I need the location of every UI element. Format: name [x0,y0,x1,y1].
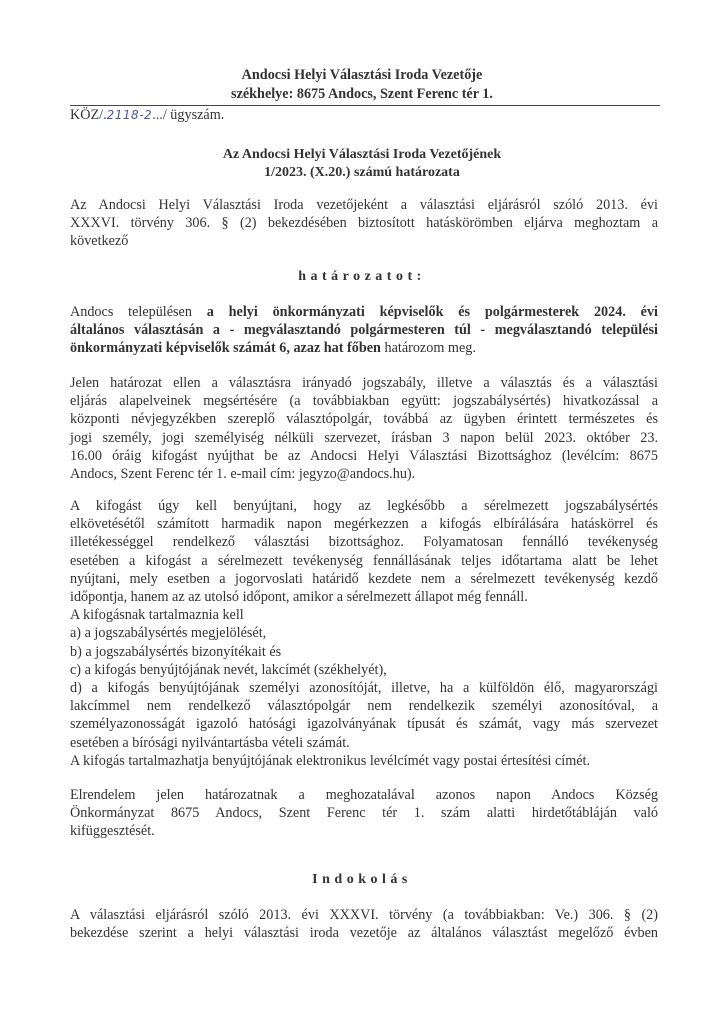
publication-paragraph [70,786,658,841]
case-number-handwritten: 2118-2 [106,108,153,122]
publication-line: Önkormányzat 8675 Andocs, Szent Ferenc tér 1. szám alatti hirdetőtábláján való [70,805,658,822]
objection-item-d-line: lakcímmel nem rendelkező választópolgár nem rendelkezik személyi azonosítóval, a [70,698,658,715]
header-divider [70,105,660,106]
appeal-line: jogi személy, jogi személyiség nélküli szervezet, írásban 3 napon belül 2023. október 23. [70,429,658,446]
objection-line: elkövetésétől számított harmadik napon megérkezzen a kifogás elbírálására hatáskörrel és [70,516,658,533]
appeal-line: központi névjegyzékben szereplő választópolgár, továbbá az ügyben érintett természetes és [70,411,658,428]
decision-title-line1: Az Andocsi Helyi Választási Iroda Vezetőjének [222,147,502,162]
intro-line: XXXVI. törvény 306. § (2) bekezdésében biztosított hatáskörömben eljárva meghoztam a [70,215,658,232]
objection-item-b: b) a jogszabálysértés bizonyítékait és [70,643,282,660]
objection-line: időpontja, hanem az az utolsó időpont, amikor a sérelmezett állapot még fennáll. [70,589,528,606]
objection-line: illetékességgel rendelkező választási bizottsághoz. Folyamatosan fennálló tevékenység [70,534,658,551]
objection-item-d-line: esetében a bírósági nyilvántartásba vételi számát. [70,734,350,751]
appeal-line: Jelen határozat ellen a választásra irányadó jogszabály, illetve a választás és a választási [70,375,658,391]
decision-paragraph [70,303,658,358]
objection-item-a: a) a jogszabálysértés megjelölését, [70,625,267,642]
objection-optional: A kifogás tartalmazhatja benyújtójának elektronikus levélcímét vagy postai értesítési címét. [70,752,591,769]
office-seat: székhelye: 8675 Andocs, Szent Ferenc tér 1. [231,86,493,102]
decision-text-bold: általános választásán a - megválasztandó polgármesteren túl - megválasztandó települési [70,322,658,339]
objection-item-d-line: személyazonosságát igazoló hatósági igazolványának típusát és számát, vagy más szervezet [70,716,658,733]
case-number-prefix: KÖZ/ [70,107,104,123]
objection-contents-intro: A kifogásnak tartalmaznia kell [70,607,244,624]
case-number-dots: ... [152,107,163,123]
publication-line: Elrendelem jelen határozatnak a meghozatalával azonos napon Andocs Község [70,787,658,803]
publication-line: kifüggesztését. [70,823,155,840]
decision-text-bold: önkormányzati képviselők számát 6, azaz hat főben [70,340,381,357]
office-name: Andocsi Helyi Választási Iroda Vezetője [241,67,483,83]
intro-paragraph [70,196,658,251]
appeal-line: eljárás alapelveinek megsértésére (a továbbiakban együtt: jogszabálysértés) hivatkozással a [70,393,658,410]
reasoning-heading: Indokolás [312,872,412,887]
decision-text: Andocs településen [70,304,207,320]
decision-line [70,303,658,321]
objection-item-d-line: d) a kifogás benyújtójának személyi azonosítóját, illetve, ha a külföldön élő, magyarországi [70,680,658,697]
objection-line: nyújtani, mely esetben a jogorvoslati határidő kezdete nem a sérelmezett tevékenység kezdő [70,570,658,587]
reasoning-paragraph [70,906,658,942]
objection-item-c: c) a kifogás benyújtójának nevét, lakcímét (székhelyét), [70,661,387,678]
decision-text: határozom meg. [380,340,476,357]
appeal-paragraph [70,374,658,483]
case-number-suffix: / ügyszám. [162,107,225,123]
appeal-line: 16.00 óráig kifogást nyújthat be az Andocsi Helyi Választási Bizottsághoz (levélcím: 8675 [70,447,658,464]
objection-paragraph [70,497,658,770]
reasoning-line: bekezdése szerint a helyi választási iroda vezetője az általános választást megelőző évben [70,925,658,942]
decision-text-bold: a helyi önkormányzati képviselők és polgármesterek 2024. évi [206,304,658,320]
intro-line: következő [70,233,129,250]
appeal-line: Andocs, Szent Ferenc tér 1. e-mail cím: jegyzo@andocs.hu). [70,466,416,483]
objection-line: A kifogást úgy kell benyújtani, hogy az legkésőbb a sérelmezett jogszabálysértés [70,498,658,514]
reasoning-line: A választási eljárásról szóló 2013. évi XXXVI. törvény (a továbbiakban: Ve.) 306. § (2) [70,907,658,923]
decision-heading: határozatot: [298,269,426,284]
decision-line [70,321,658,339]
intro-line: Az Andocsi Helyi Választási Iroda vezetőjeként a választási eljárásról szóló 2013. évi [70,197,658,213]
objection-line: esetében a kifogást a sérelmezett tevékenység fennállásának teljes időtartama alatt be lehet [70,552,658,569]
decision-title-line2: 1/2023. (X.20.) számú határozata [264,165,460,180]
case-number-dots: . [103,107,107,123]
case-number [70,107,224,124]
decision-line [70,339,658,357]
